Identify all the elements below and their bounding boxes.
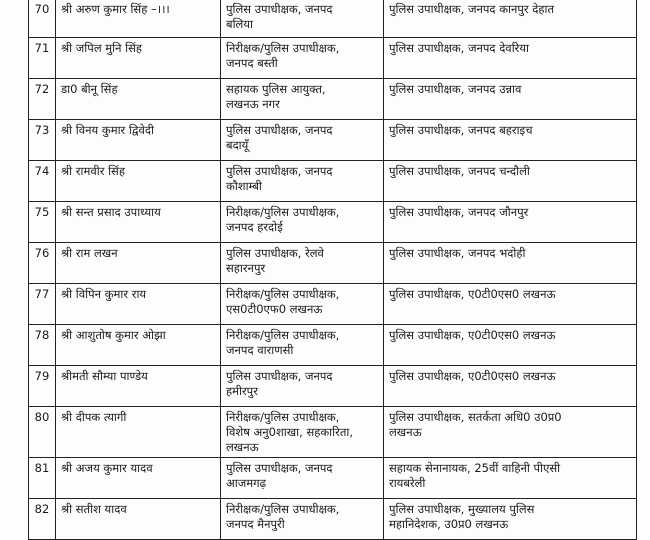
officer-name: श्री दीपक त्यागी (56, 407, 221, 458)
current-posting: सहायक पुलिस आयुक्त, लखनऊ नगर (221, 79, 384, 120)
new-posting: पुलिस उपाधीक्षक, ए0टी0एस0 लखनऊ (384, 325, 637, 366)
table-row (29, 202, 637, 243)
new-posting: पुलिस उपाधीक्षक, ए0टी0एस0 लखनऊ (384, 284, 637, 325)
current-posting: पुलिस उपाधीक्षक, जनपद कौशाम्बी (221, 161, 384, 202)
current-posting: निरीक्षक/पुलिस उपाधीक्षक, जनपद मैनपुरी (221, 499, 384, 540)
new-posting: पुलिस उपाधीक्षक, जनपद भदोही (384, 243, 637, 284)
serial-number: 72 (29, 79, 56, 120)
serial-number: 80 (29, 407, 56, 458)
new-posting: पुलिस उपाधीक्षक, जनपद कानपुर देहात (384, 0, 637, 38)
table-row (29, 499, 637, 540)
table-row (29, 325, 637, 366)
officer-name: श्री सतीश यादव (56, 499, 221, 540)
serial-number: 74 (29, 161, 56, 202)
officer-name: श्री अजय कुमार यादव (56, 458, 221, 499)
current-posting: पुलिस उपाधीक्षक, जनपद हमीरपुर (221, 366, 384, 407)
serial-number: 77 (29, 284, 56, 325)
officer-name: श्री सन्त प्रसाद उपाध्याय (56, 202, 221, 243)
officer-name: श्री जपिल मुनि सिंह (56, 38, 221, 79)
serial-number: 70 (29, 0, 56, 38)
current-posting: निरीक्षक/पुलिस उपाधीक्षक, जनपद वाराणसी (221, 325, 384, 366)
transfer-table (28, 0, 637, 540)
current-posting: निरीक्षक/पुलिस उपाधीक्षक, जनपद बस्ती (221, 38, 384, 79)
officer-name: डा0 बीनू सिंह (56, 79, 221, 120)
officer-name: श्री राम लखन (56, 243, 221, 284)
new-posting: पुलिस उपाधीक्षक, जनपद देवरिया (384, 38, 637, 79)
current-posting: पुलिस उपाधीक्षक, जनपद बदायूँ (221, 120, 384, 161)
table-row (29, 0, 637, 38)
new-posting: पुलिस उपाधीक्षक, जनपद बहराइच (384, 120, 637, 161)
table-row (29, 38, 637, 79)
current-posting: निरीक्षक/पुलिस उपाधीक्षक, जनपद हरदोई (221, 202, 384, 243)
current-posting: पुलिस उपाधीक्षक, रेलवे सहारनपुर (221, 243, 384, 284)
serial-number: 79 (29, 366, 56, 407)
table-row (29, 79, 637, 120)
serial-number: 81 (29, 458, 56, 499)
table-row (29, 161, 637, 202)
serial-number: 76 (29, 243, 56, 284)
current-posting: पुलिस उपाधीक्षक, जनपद बलिया (221, 0, 384, 38)
serial-number: 82 (29, 499, 56, 540)
new-posting: पुलिस उपाधीक्षक, जनपद उन्नाव (384, 79, 637, 120)
new-posting: पुलिस उपाधीक्षक, ए0टी0एस0 लखनऊ (384, 366, 637, 407)
table-row (29, 407, 637, 458)
table-row (29, 366, 637, 407)
officer-name: श्री विनय कुमार द्विवेदी (56, 120, 221, 161)
officer-name: श्रीमती सौम्या पाण्डेय (56, 366, 221, 407)
officer-name: श्री रामवीर सिंह (56, 161, 221, 202)
serial-number: 75 (29, 202, 56, 243)
officer-name: श्री आशुतोष कुमार ओझा (56, 325, 221, 366)
new-posting: पुलिस उपाधीक्षक, सतर्कता अधि0 उ0प्र0 लखनऊ (384, 407, 637, 458)
table-row (29, 458, 637, 499)
officer-name: श्री विपिन कुमार राय (56, 284, 221, 325)
new-posting: पुलिस उपाधीक्षक, मुख्यालय पुलिस महानिदेशक, उ0प्र0 लखनऊ (384, 499, 637, 540)
table-row (29, 243, 637, 284)
new-posting: सहायक सेनानायक, 25वीं वाहिनी पीएसी रायबरेली (384, 458, 637, 499)
current-posting: निरीक्षक/पुलिस उपाधीक्षक, विशेष अनु0शाखा, सहकारिता, लखनऊ (221, 407, 384, 458)
new-posting: पुलिस उपाधीक्षक, जनपद चन्दौली (384, 161, 637, 202)
table-row (29, 120, 637, 161)
current-posting: पुलिस उपाधीक्षक, जनपद आजमगढ़ (221, 458, 384, 499)
serial-number: 78 (29, 325, 56, 366)
new-posting: पुलिस उपाधीक्षक, जनपद जौनपुर (384, 202, 637, 243)
current-posting: निरीक्षक/पुलिस उपाधीक्षक, एस0टी0एफ0 लखनऊ (221, 284, 384, 325)
serial-number: 73 (29, 120, 56, 161)
officer-name: श्री अरुण कुमार सिंह –।।। (56, 0, 221, 38)
serial-number: 71 (29, 38, 56, 79)
table-row (29, 284, 637, 325)
